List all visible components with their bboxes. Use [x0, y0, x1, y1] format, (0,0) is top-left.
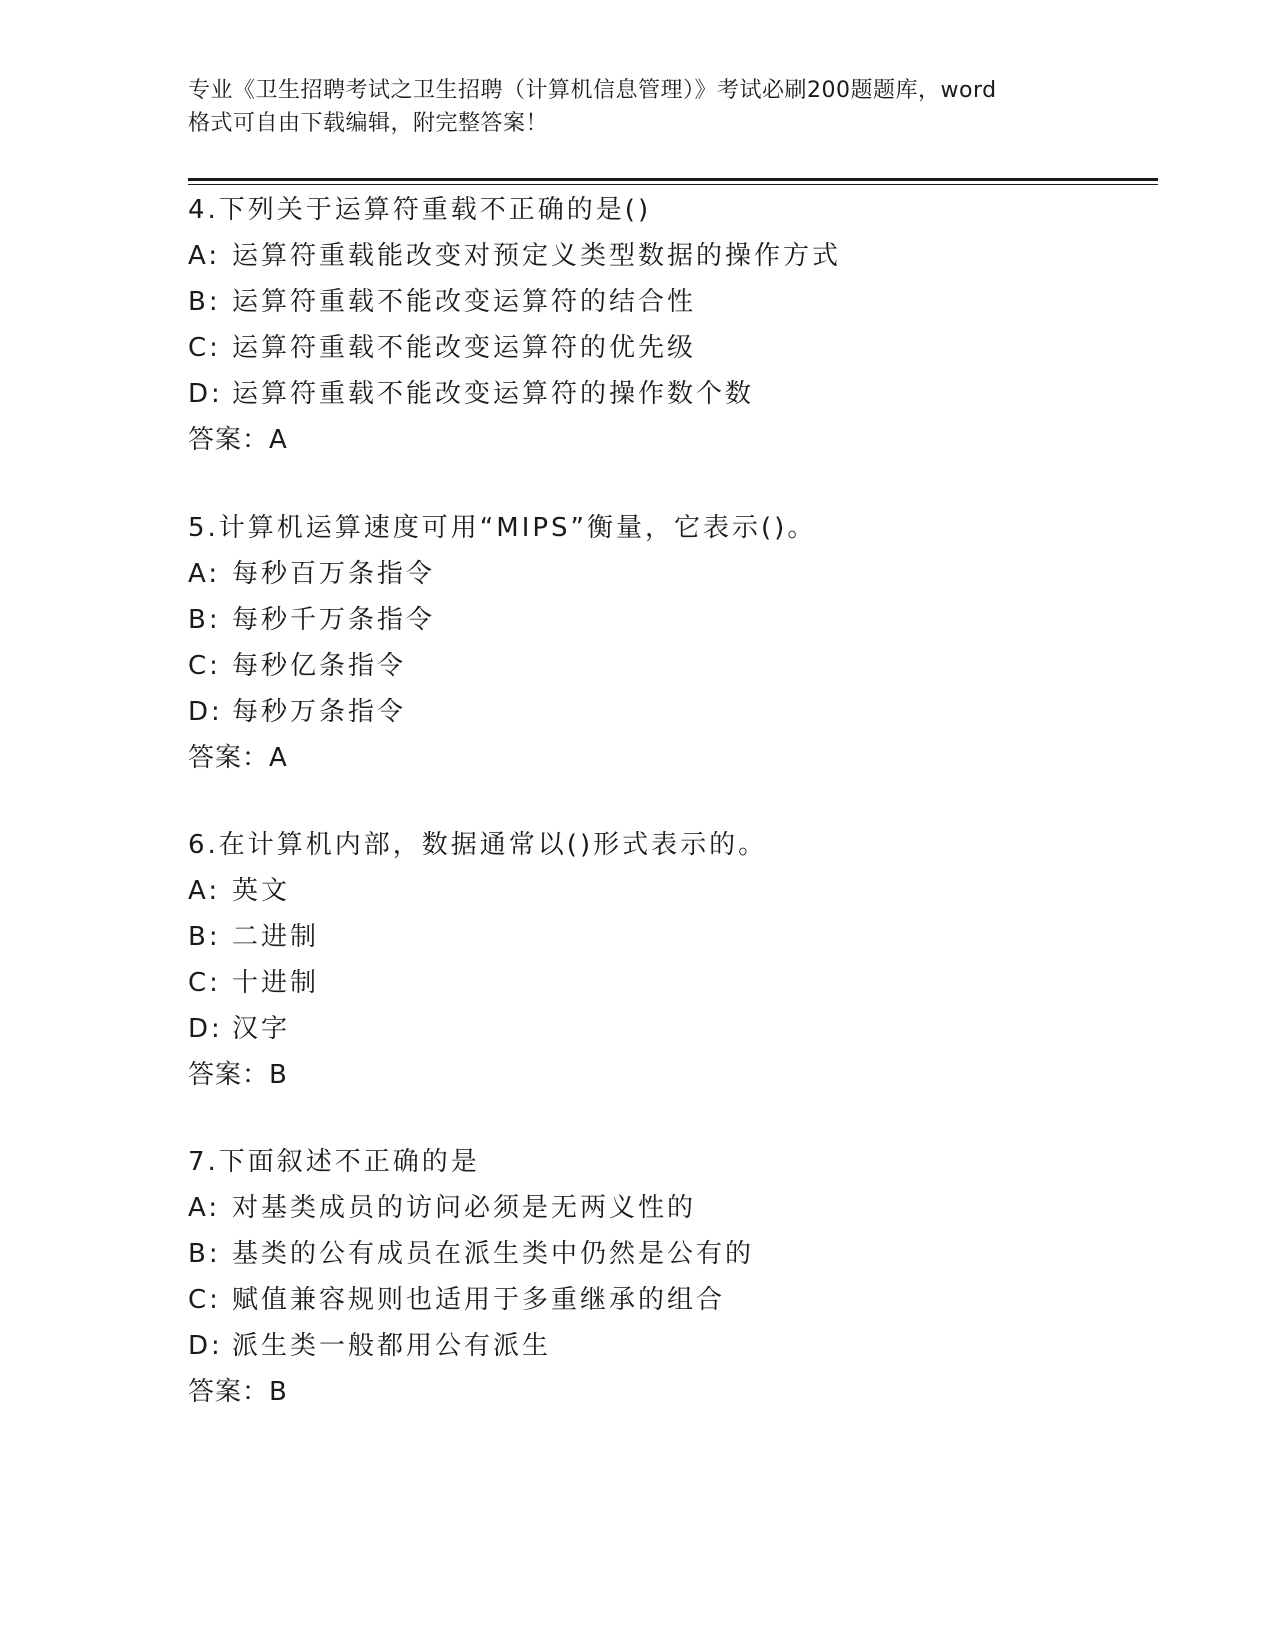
- option-label: C:: [188, 333, 221, 363]
- option-a: [188, 233, 1148, 279]
- option-text: 每秒千万条指令: [232, 605, 436, 635]
- option-b: [188, 914, 1148, 960]
- option-label: A:: [188, 559, 221, 589]
- option-text: 派生类一般都用公有派生: [232, 1331, 552, 1361]
- option-text: 十进制: [232, 968, 320, 998]
- option-text: 运算符重载不能改变运算符的结合性: [232, 287, 697, 317]
- option-label: B:: [188, 922, 221, 952]
- option-d: [188, 371, 1148, 417]
- option-label: D:: [188, 697, 223, 727]
- answer-line: 答案：A: [188, 425, 288, 455]
- answer-line: 答案：B: [188, 1377, 288, 1407]
- option-d: [188, 1006, 1148, 1052]
- option-label: C:: [188, 968, 221, 998]
- question-block-4: [188, 187, 1148, 463]
- option-text: 运算符重载能改变对预定义类型数据的操作方式: [232, 241, 842, 271]
- option-d: [188, 689, 1148, 735]
- option-label: A:: [188, 876, 221, 906]
- question-stem: 6.在计算机内部，数据通常以()形式表示的。: [188, 830, 768, 860]
- option-label: B:: [188, 605, 221, 635]
- option-b: [188, 279, 1148, 325]
- question-stem: 7.下面叙述不正确的是: [188, 1147, 480, 1177]
- document-header: [188, 74, 1088, 140]
- option-text: 赋值兼容规则也适用于多重继承的组合: [232, 1285, 726, 1315]
- option-text: 运算符重载不能改变运算符的操作数个数: [232, 379, 755, 409]
- option-text: 每秒百万条指令: [232, 559, 436, 589]
- option-c: [188, 325, 1148, 371]
- answer-line: 答案：B: [188, 1060, 288, 1090]
- option-text: 每秒万条指令: [232, 697, 407, 727]
- question-stem: 5.计算机运算速度可用“MIPS”衡量，它表示()。: [188, 513, 817, 543]
- header-divider-thick: [188, 178, 1158, 181]
- answer-line: 答案：A: [188, 743, 288, 773]
- question-stem: 4.下列关于运算符重载不正确的是(): [188, 195, 652, 225]
- option-label: A:: [188, 1193, 221, 1223]
- option-c: [188, 1277, 1148, 1323]
- option-label: C:: [188, 1285, 221, 1315]
- option-text: 基类的公有成员在派生类中仍然是公有的: [232, 1239, 755, 1269]
- option-b: [188, 597, 1148, 643]
- option-label: B:: [188, 287, 221, 317]
- option-text: 汉字: [232, 1014, 291, 1044]
- option-d: [188, 1323, 1148, 1369]
- option-label: B:: [188, 1239, 221, 1269]
- option-label: D:: [188, 1331, 223, 1361]
- option-label: D:: [188, 379, 223, 409]
- question-block-6: [188, 822, 1148, 1098]
- question-block-5: [188, 505, 1148, 781]
- option-text: 运算符重载不能改变运算符的优先级: [232, 333, 697, 363]
- option-a: [188, 551, 1148, 597]
- option-text: 每秒亿条指令: [232, 651, 407, 681]
- option-label: C:: [188, 651, 221, 681]
- header-line-2: 格式可自由下载编辑，附完整答案！: [188, 111, 549, 136]
- option-text: 二进制: [232, 922, 320, 952]
- option-label: D:: [188, 1014, 223, 1044]
- header-divider-thin: [188, 184, 1158, 185]
- header-line-1: 专业《卫生招聘考试之卫生招聘（计算机信息管理）》考试必刷200题题库，word: [188, 78, 997, 103]
- option-a: [188, 1185, 1148, 1231]
- option-b: [188, 1231, 1148, 1277]
- option-a: [188, 868, 1148, 914]
- question-block-7: [188, 1139, 1148, 1415]
- option-text: 对基类成员的访问必须是无两义性的: [232, 1193, 697, 1223]
- option-text: 英文: [232, 876, 291, 906]
- option-c: [188, 960, 1148, 1006]
- option-label: A:: [188, 241, 221, 271]
- option-c: [188, 643, 1148, 689]
